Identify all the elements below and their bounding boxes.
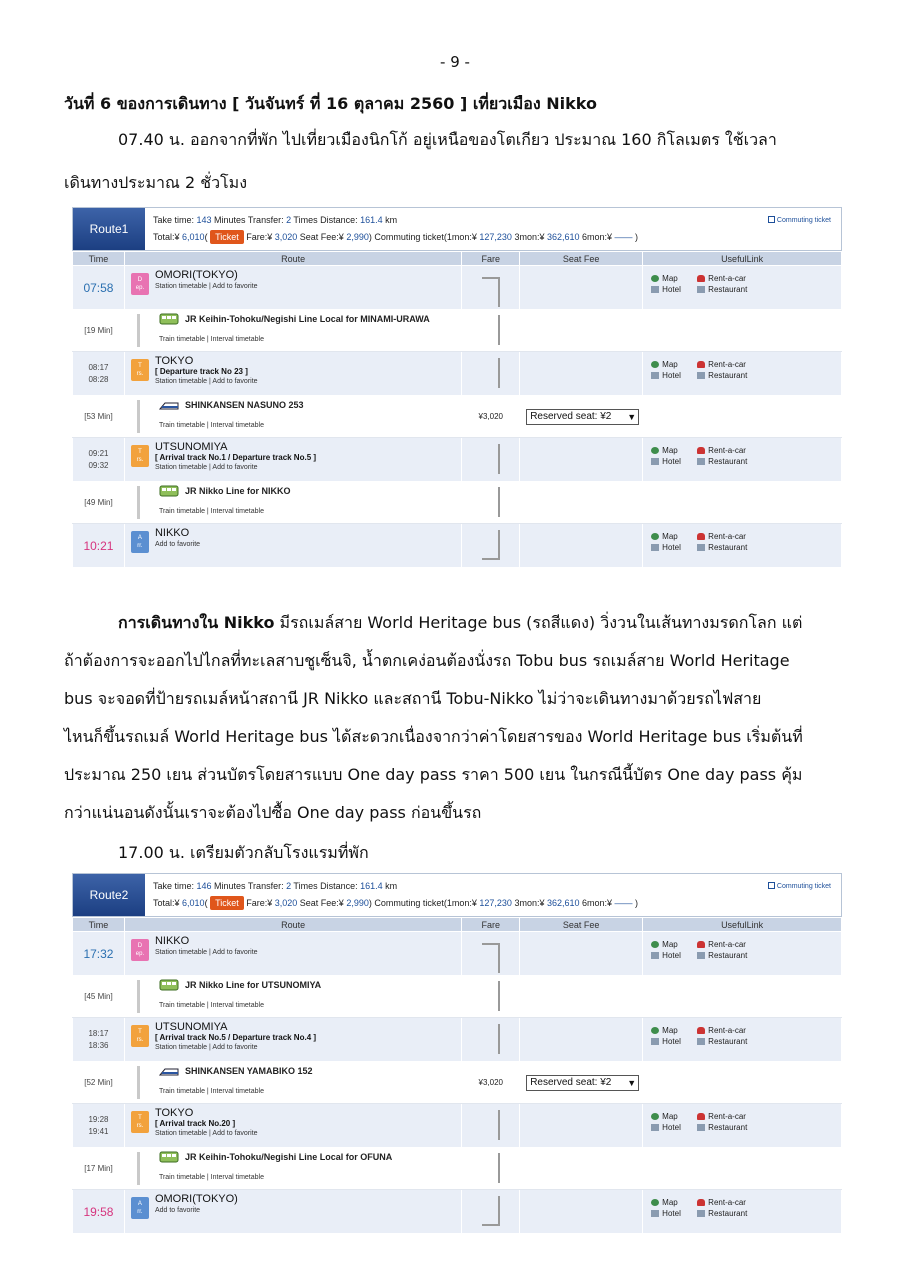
seat-select[interactable]: Reserved seat: ¥2 ▼ — [526, 409, 639, 425]
arr-badge-icon: A rr. — [131, 531, 149, 553]
station-name[interactable]: OMORI(TOKYO) — [154, 269, 238, 281]
fare-cell — [462, 396, 520, 438]
seat-cell — [520, 438, 643, 482]
fare-cell — [462, 524, 520, 568]
fare-cell — [462, 1018, 520, 1062]
route-2-panel — [72, 873, 842, 1234]
stop-row — [73, 932, 842, 976]
segment-row — [73, 482, 842, 524]
stop-time: 09:21 09:32 — [73, 438, 125, 482]
fare-value: ¥3,020 — [478, 412, 503, 421]
train-links[interactable]: Train timetable | Interval timetable — [158, 1088, 264, 1095]
restaurant-link[interactable]: Restaurant — [697, 1123, 767, 1132]
car-icon — [697, 275, 705, 282]
globe-icon — [651, 1199, 659, 1206]
segment-duration: [49 Min] — [73, 482, 125, 524]
station-links[interactable]: Station timetable | Add to favorite — [154, 1044, 258, 1051]
train-icon — [159, 313, 179, 326]
useful-links — [643, 352, 842, 396]
globe-icon — [651, 941, 659, 948]
useful-links — [643, 1018, 842, 1062]
col-time: Time — [73, 918, 125, 932]
station-links[interactable]: Station timetable | Add to favorite — [154, 949, 258, 956]
hotel-link[interactable]: Hotel — [651, 1037, 697, 1046]
segment-row — [73, 976, 842, 1018]
commuting-ticket-link[interactable]: Commuting ticket — [768, 878, 831, 895]
hotel-icon — [651, 1210, 659, 1217]
seat-cell — [520, 352, 643, 396]
useful-links-empty — [643, 482, 842, 524]
hotel-link[interactable]: Hotel — [651, 371, 697, 380]
useful-links — [643, 932, 842, 976]
hotel-icon — [651, 286, 659, 293]
fare-cell — [462, 482, 520, 524]
dep-badge-icon: D ep. — [131, 939, 149, 961]
fare-cell — [462, 976, 520, 1018]
globe-icon — [651, 1027, 659, 1034]
fare-bracket — [482, 358, 500, 388]
train-name[interactable]: JR Nikko Line for NIKKO — [184, 485, 291, 496]
hotel-link[interactable]: Hotel — [651, 457, 697, 466]
checkbox-icon — [768, 216, 775, 223]
nikko-line-2: ถ้าต้องการจะออกไปไกลที่ทะเลสาบชูเซ็นจิ, น้ำตกเคง่อนต้องนั่งรถ Tobu bus รถเมล์สาย World Heritage — [64, 651, 790, 670]
stop-row — [73, 266, 842, 310]
route-line — [137, 980, 140, 1013]
station-links[interactable]: Station timetable | Add to favorite — [154, 1130, 258, 1137]
trs-badge-icon: T rs. — [131, 1111, 149, 1133]
globe-icon — [651, 275, 659, 282]
hotel-icon — [651, 458, 659, 465]
stop-cell — [124, 1190, 461, 1234]
stop-cell — [124, 266, 461, 310]
train-name[interactable]: JR Nikko Line for UTSUNOMIYA — [184, 979, 322, 990]
train-links[interactable]: Train timetable | Interval timetable — [158, 508, 264, 515]
car-icon — [697, 447, 705, 454]
trs-badge-icon: T rs. — [131, 445, 149, 467]
stop-cell — [124, 932, 461, 976]
useful-links-empty — [643, 310, 842, 352]
rent-a-car-link[interactable]: Rent-a-car — [697, 446, 767, 455]
col-fare: Fare — [462, 918, 520, 932]
restaurant-icon — [697, 372, 705, 379]
car-icon — [697, 1199, 705, 1206]
chevron-down-icon: ▼ — [627, 1077, 637, 1088]
hotel-icon — [651, 952, 659, 959]
stop-row — [73, 1104, 842, 1148]
seat-cell — [520, 1190, 643, 1234]
restaurant-link[interactable]: Restaurant — [697, 951, 767, 960]
fare-bracket — [482, 315, 500, 345]
col-route: Route — [124, 252, 461, 266]
shinkansen-icon — [159, 1065, 179, 1078]
route-header — [72, 873, 842, 917]
ticket-button[interactable]: Ticket — [210, 230, 244, 244]
route-line — [137, 400, 140, 433]
fare-value: ¥3,020 — [478, 1078, 503, 1087]
segment-cell — [124, 1148, 461, 1190]
stop-time: 17:32 — [73, 932, 125, 976]
rent-a-car-link[interactable]: Rent-a-car — [697, 1026, 767, 1035]
seat-cell — [520, 266, 643, 310]
station-name[interactable]: TOKYO — [154, 355, 194, 367]
col-seat: Seat Fee — [520, 252, 643, 266]
train-name[interactable]: SHINKANSEN NASUNO 253 — [184, 399, 304, 410]
station-name[interactable]: NIKKO — [154, 935, 190, 947]
segment-cell — [124, 396, 461, 438]
chevron-down-icon: ▼ — [627, 411, 637, 422]
restaurant-link[interactable]: Restaurant — [697, 371, 767, 380]
fare-cell — [462, 438, 520, 482]
fare-bracket — [482, 487, 500, 517]
fare-bracket — [482, 1196, 500, 1226]
intro-line-1: 07.40 น. ออกจากที่พัก ไปเที่ยวเมืองนิกโก้ อยู่เหนือของโตเกียว ประมาณ 160 กิโลเมตร ใช้เวลา — [118, 130, 777, 149]
seat-cell — [520, 310, 643, 352]
segment-row — [73, 1062, 842, 1104]
restaurant-link[interactable]: Restaurant — [697, 1209, 767, 1218]
hotel-icon — [651, 1038, 659, 1045]
seat-cell — [520, 932, 643, 976]
trs-badge-icon: T rs. — [131, 359, 149, 381]
route-summary: Take time: 146 Minutes Transfer: 2 Times Distance: 161.4 km Total:¥ 6,010( Ticket Fare:¥ 3,020 Seat Fee:¥ 2,990) Commuting ticket(1mon:¥ 127,230 3mon:¥ 362,610 6mon:¥ —— ) Commuting ticket — [145, 874, 841, 916]
fare-cell — [462, 310, 520, 352]
seat-cell — [520, 482, 643, 524]
station-name[interactable]: OMORI(TOKYO) — [154, 1193, 238, 1205]
stop-cell — [124, 438, 461, 482]
track-info: [ Arrival track No.5 / Departure track No.4 ] — [154, 1033, 317, 1042]
segment-duration: [53 Min] — [73, 396, 125, 438]
stop-time: 08:17 08:28 — [73, 352, 125, 396]
hotel-icon — [651, 372, 659, 379]
car-icon — [697, 1027, 705, 1034]
restaurant-icon — [697, 952, 705, 959]
shinkansen-icon — [159, 399, 179, 412]
useful-links — [643, 1190, 842, 1234]
nikko-line-4: ไหนก็ขึ้นรถเมล์ World Heritage bus ได้สะดวกเนื่องจากว่าค่าโดยสารของ World Heritage bus เริ่มต้นที่ — [64, 727, 803, 746]
segment-row — [73, 1148, 842, 1190]
restaurant-link[interactable]: Restaurant — [697, 457, 767, 466]
nikko-line-1: มีรถเมล์สาย World Heritage bus (รถสีแดง) วิ่งวนในเส้นทางมรดกโลก แต่ — [274, 613, 803, 632]
fare-cell — [462, 1148, 520, 1190]
return-line: 17.00 น. เตรียมตัวกลับโรงแรมที่พัก — [118, 843, 369, 862]
track-info: [ Arrival track No.20 ] — [154, 1119, 236, 1128]
col-seat: Seat Fee — [520, 918, 643, 932]
globe-icon — [651, 1113, 659, 1120]
map-link[interactable]: Map — [651, 446, 697, 455]
useful-links — [643, 266, 842, 310]
arr-badge-icon: A rr. — [131, 1197, 149, 1219]
restaurant-icon — [697, 1210, 705, 1217]
useful-links-empty — [643, 976, 842, 1018]
station-name[interactable]: UTSUNOMIYA — [154, 1021, 228, 1033]
car-icon — [697, 941, 705, 948]
train-name[interactable]: JR Keihin-Tohoku/Negishi Line Local for OFUNA — [184, 1151, 393, 1162]
route-table — [72, 251, 842, 568]
route-1-panel — [72, 207, 842, 568]
useful-links-empty — [643, 1062, 842, 1104]
rent-a-car-link[interactable]: Rent-a-car — [697, 360, 767, 369]
track-info: [ Arrival track No.1 / Departure track No.5 ] — [154, 453, 317, 462]
restaurant-icon — [697, 1038, 705, 1045]
restaurant-link[interactable]: Restaurant — [697, 1037, 767, 1046]
nikko-line-5: ประมาณ 250 เยน ส่วนบัตรโดยสารแบบ One day pass ราคา 500 เยน ในกรณีนี้บัตร One day pass คุ้ม — [64, 765, 803, 784]
hotel-link[interactable]: Hotel — [651, 1123, 697, 1132]
hotel-icon — [651, 1124, 659, 1131]
stop-row — [73, 524, 842, 568]
rent-a-car-link[interactable]: Rent-a-car — [697, 1112, 767, 1121]
seat-cell — [520, 1148, 643, 1190]
seat-cell — [520, 396, 643, 438]
useful-links — [643, 1104, 842, 1148]
stop-time: 19:28 19:41 — [73, 1104, 125, 1148]
fare-bracket — [482, 444, 500, 474]
route-table — [72, 917, 842, 1234]
route-badge[interactable]: Route2 — [73, 874, 145, 916]
fare-bracket — [482, 943, 500, 973]
globe-icon — [651, 533, 659, 540]
fare-bracket — [482, 530, 500, 560]
map-link[interactable]: Map — [651, 274, 697, 283]
nikko-line-6: กว่าแน่นอนดังนั้นเราจะต้องไปซื้อ One day pass ก่อนขึ้นรถ — [64, 803, 482, 822]
map-link[interactable]: Map — [651, 1198, 697, 1207]
seat-cell — [520, 524, 643, 568]
nikko-line-3: bus จะจอดที่ป้ายรถเมล์หน้าสถานี JR Nikko และสถานี Tobu-Nikko ไม่ว่าจะเดินทางมาด้วยรถไฟสาย — [64, 689, 762, 708]
stop-time: 19:58 — [73, 1190, 125, 1234]
seat-cell — [520, 1104, 643, 1148]
ticket-button[interactable]: Ticket — [210, 896, 244, 910]
map-link[interactable]: Map — [651, 532, 697, 541]
hotel-link[interactable]: Hotel — [651, 951, 697, 960]
route-line — [137, 314, 140, 347]
fare-cell — [462, 932, 520, 976]
train-name[interactable]: SHINKANSEN YAMABIKO 152 — [184, 1065, 313, 1076]
segment-duration: [19 Min] — [73, 310, 125, 352]
restaurant-icon — [697, 544, 705, 551]
route-badge[interactable]: Route1 — [73, 208, 145, 250]
col-useful: UsefulLink — [643, 918, 842, 932]
train-links[interactable]: Train timetable | Interval timetable — [158, 422, 264, 429]
route-line — [137, 1066, 140, 1099]
hotel-link[interactable]: Hotel — [651, 285, 697, 294]
useful-links — [643, 524, 842, 568]
train-name[interactable]: JR Keihin-Tohoku/Negishi Line Local for MINAMI-URAWA — [184, 313, 430, 324]
stop-row — [73, 1190, 842, 1234]
station-links[interactable]: Station timetable | Add to favorite — [154, 378, 258, 385]
restaurant-icon — [697, 286, 705, 293]
seat-cell — [520, 1062, 643, 1104]
hotel-link[interactable]: Hotel — [651, 543, 697, 552]
car-icon — [697, 361, 705, 368]
route-header — [72, 207, 842, 251]
route-line — [137, 1152, 140, 1185]
fare-cell — [462, 1062, 520, 1104]
station-name[interactable]: UTSUNOMIYA — [154, 441, 228, 453]
station-links[interactable]: Station timetable | Add to favorite — [154, 464, 258, 471]
rent-a-car-link[interactable]: Rent-a-car — [697, 274, 767, 283]
day-heading: วันที่ 6 ของการเดินทาง [ วันจันทร์ ที่ 16 ตุลาคม 2560 ] เที่ยวเมือง Nikko — [64, 94, 597, 113]
segment-duration: [52 Min] — [73, 1062, 125, 1104]
stop-cell — [124, 1018, 461, 1062]
restaurant-icon — [697, 458, 705, 465]
fare-bracket — [482, 1153, 500, 1183]
train-links[interactable]: Train timetable | Interval timetable — [158, 1002, 264, 1009]
fare-bracket — [482, 1024, 500, 1054]
globe-icon — [651, 447, 659, 454]
fare-cell — [462, 1104, 520, 1148]
segment-row — [73, 396, 842, 438]
stop-cell — [124, 524, 461, 568]
station-name[interactable]: NIKKO — [154, 527, 190, 539]
useful-links — [643, 438, 842, 482]
fare-bracket — [482, 1110, 500, 1140]
nikko-bold: การเดินทางใน Nikko — [118, 613, 275, 632]
stop-cell — [124, 1104, 461, 1148]
commuting-ticket-link[interactable]: Commuting ticket — [768, 212, 831, 229]
col-route: Route — [124, 918, 461, 932]
useful-links-empty — [643, 1148, 842, 1190]
stop-time: 07:58 — [73, 266, 125, 310]
map-link[interactable]: Map — [651, 940, 697, 949]
fare-cell — [462, 1190, 520, 1234]
stop-time: 10:21 — [73, 524, 125, 568]
fare-bracket — [482, 981, 500, 1011]
station-links[interactable]: Station timetable | Add to favorite — [154, 283, 258, 290]
stop-row — [73, 438, 842, 482]
stop-cell — [124, 352, 461, 396]
nikko-paragraph — [64, 604, 844, 832]
trs-badge-icon: T rs. — [131, 1025, 149, 1047]
globe-icon — [651, 361, 659, 368]
stop-time: 18:17 18:36 — [73, 1018, 125, 1062]
seat-select[interactable]: Reserved seat: ¥2 ▼ — [526, 1075, 639, 1091]
stop-row — [73, 1018, 842, 1062]
page-number: - 9 - — [440, 53, 470, 71]
segment-cell — [124, 976, 461, 1018]
fare-cell — [462, 352, 520, 396]
restaurant-link[interactable]: Restaurant — [697, 285, 767, 294]
segment-duration: [17 Min] — [73, 1148, 125, 1190]
map-link[interactable]: Map — [651, 1026, 697, 1035]
col-useful: UsefulLink — [643, 252, 842, 266]
track-info: [ Departure track No 23 ] — [154, 367, 248, 376]
hotel-icon — [651, 544, 659, 551]
intro-line-2: เดินทางประมาณ 2 ชั่วโมง — [64, 173, 248, 192]
hotel-link[interactable]: Hotel — [651, 1209, 697, 1218]
train-icon — [159, 1151, 179, 1164]
rent-a-car-link[interactable]: Rent-a-car — [697, 532, 767, 541]
train-links[interactable]: Train timetable | Interval timetable — [158, 336, 264, 343]
car-icon — [697, 533, 705, 540]
train-icon — [159, 485, 179, 498]
restaurant-icon — [697, 1124, 705, 1131]
train-links[interactable]: Train timetable | Interval timetable — [158, 1174, 264, 1181]
fare-bracket — [482, 277, 500, 307]
seat-cell — [520, 976, 643, 1018]
segment-cell — [124, 482, 461, 524]
fare-cell — [462, 266, 520, 310]
route-summary: Take time: 143 Minutes Transfer: 2 Times Distance: 161.4 km Total:¥ 6,010( Ticket Fare:¥ 3,020 Seat Fee:¥ 2,990) Commuting ticket(1mon:¥ 127,230 3mon:¥ 362,610 6mon:¥ —— ) Commuting ticket — [145, 208, 841, 250]
col-fare: Fare — [462, 252, 520, 266]
station-name[interactable]: TOKYO — [154, 1107, 194, 1119]
train-icon — [159, 979, 179, 992]
useful-links-empty — [643, 396, 842, 438]
dep-badge-icon: D ep. — [131, 273, 149, 295]
checkbox-icon — [768, 882, 775, 889]
rent-a-car-link[interactable]: Rent-a-car — [697, 940, 767, 949]
station-links[interactable]: Add to favorite — [154, 1207, 201, 1214]
stop-row — [73, 352, 842, 396]
restaurant-link[interactable]: Restaurant — [697, 543, 767, 552]
map-link[interactable]: Map — [651, 360, 697, 369]
segment-duration: [45 Min] — [73, 976, 125, 1018]
route-line — [137, 486, 140, 519]
seat-cell — [520, 1018, 643, 1062]
station-links[interactable]: Add to favorite — [154, 541, 201, 548]
map-link[interactable]: Map — [651, 1112, 697, 1121]
rent-a-car-link[interactable]: Rent-a-car — [697, 1198, 767, 1207]
segment-cell — [124, 310, 461, 352]
car-icon — [697, 1113, 705, 1120]
col-time: Time — [73, 252, 125, 266]
segment-row — [73, 310, 842, 352]
segment-cell — [124, 1062, 461, 1104]
